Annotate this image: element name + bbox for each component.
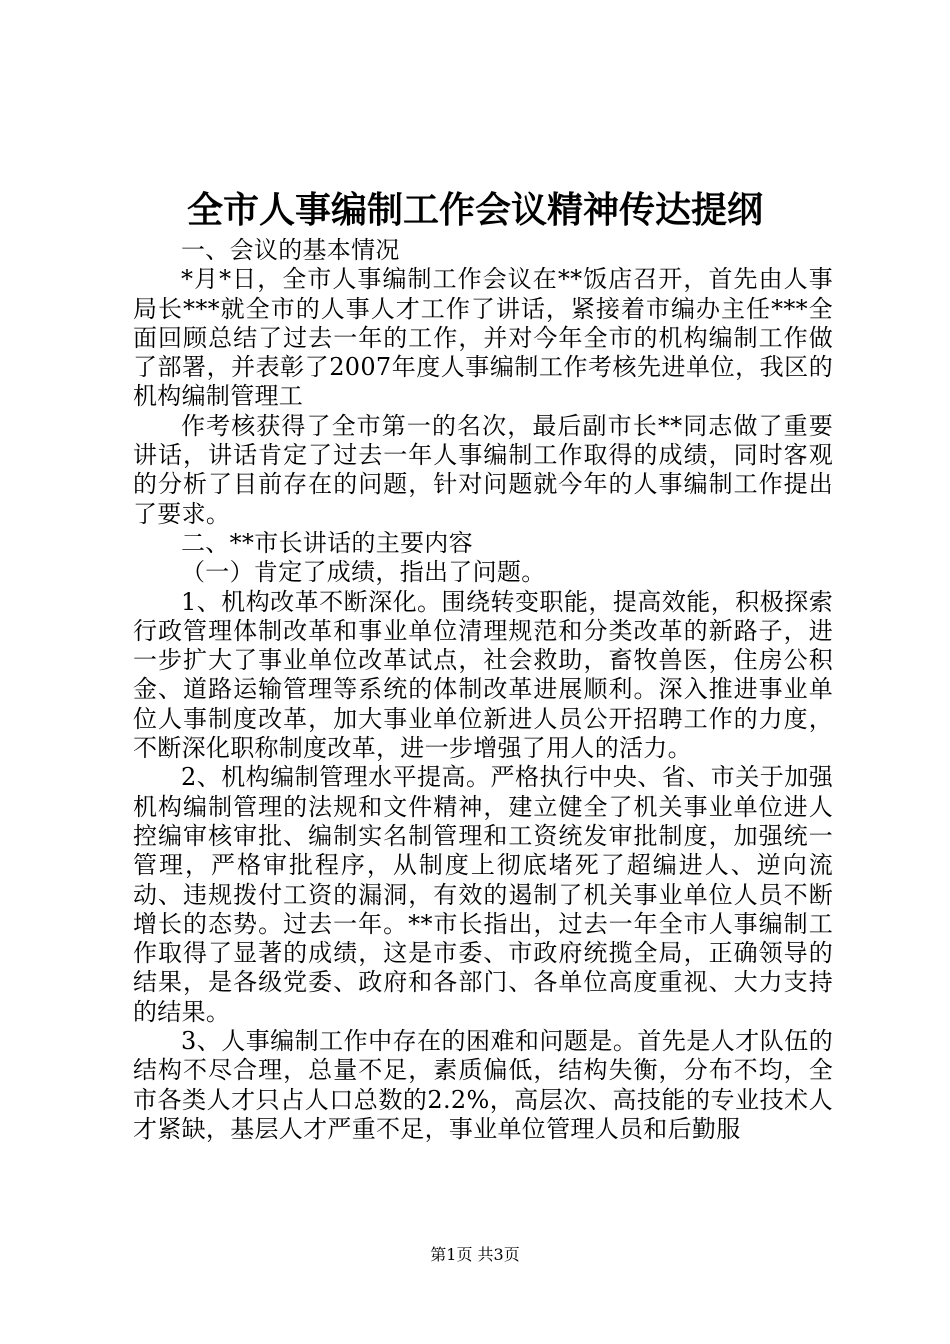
page-number-footer: 第1页 共3页 [430, 1245, 520, 1264]
paragraph: 1、机构改革不断深化。围绕转变职能，提高效能，积极探索行政管理体制改革和事业单位清理规范和分类改革的新路子，进一步扩大了事业单位改革试点，社会救助，畜牧兽医，住房公积金、道路运输管理等系统的体制改革进展顺利。深入推进事业单位人事制度改革，加大事业单位新进人员公开招聘工作的力度，不断深化职称制度改革，进一步增强了用人的活力。 [133, 587, 833, 763]
paragraph: 作考核获得了全市第一的名次，最后副市长**同志做了重要讲话，讲话肯定了过去一年人事编制工作取得的成绩，同时客观的分析了目前存在的问题，针对问题就今年的人事编制工作提出了要求。 [133, 411, 833, 528]
document-body [133, 236, 833, 1144]
paragraph: *月*日，全市人事编制工作会议在**饭店召开，首先由人事局长***就全市的人事人才工作了讲话，紧接着市编办主任***全面回顾总结了过去一年的工作，并对今年全市的机构编制工作做了部署，并表彰了2007年度人事编制工作考核先进单位，我区的机构编制管理工 [133, 265, 833, 411]
paragraph: 3、人事编制工作中存在的困难和问题是。首先是人才队伍的结构不尽合理，总量不足，素质偏低，结构失衡，分布不均，全市各类人才只占人口总数的2.2%，高层次、高技能的专业技术人才紧缺，基层人才严重不足，事业单位管理人员和后勤服 [133, 1027, 833, 1143]
section-heading-1: 一、会议的基本情况 [181, 236, 400, 264]
document-title: 全市人事编制工作会议精神传达提纲 [186, 189, 763, 231]
paragraph: 2、机构编制管理水平提高。严格执行中央、省、市关于加强机构编制管理的法规和文件精神，建立健全了机关事业单位进人控编审核审批、编制实名制管理和工资统发审批制度，加强统一管理，严格审批程序，从制度上彻底堵死了超编进人、逆向流动、违规拨付工资的漏洞，有效的遏制了机关事业单位人员不断增长的态势。过去一年。**市长指出，过去一年全市人事编制工作取得了显著的成绩，这是市委、市政府统揽全局，正确领导的结果，是各级党委、政府和各部门、各单位高度重视、大力支持的结果。 [133, 763, 833, 1026]
section-heading-2: 二、**市长讲话的主要内容 [181, 528, 473, 557]
subsection-heading: （一）肯定了成绩，指出了问题。 [181, 558, 546, 587]
